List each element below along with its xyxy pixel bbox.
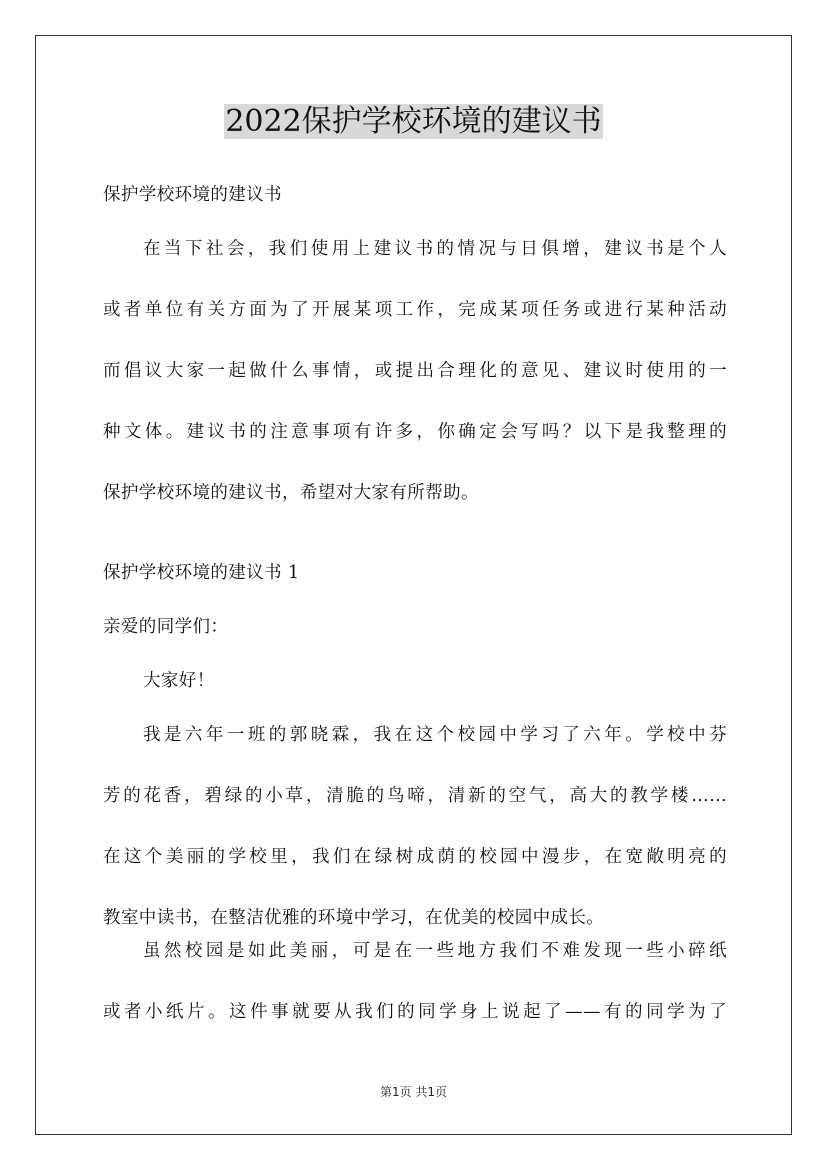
page-number-footer: 第1页 共1页 [379,1085,448,1099]
intro-line-1: 在当下社会，我们使用上建议书的情况与日俱增，建议书是个人 [143,239,727,259]
paragraph-3-line-1: 虽然校园是如此美丽，可是在一些地方我们不难发现一些小碎纸 [143,941,727,961]
intro-line-3: 而倡议大家一起做什么事情，或提出合理化的意见、建议时使用的一 [103,361,727,381]
salutation-text: 亲爱的同学们： [103,617,229,637]
intro-line-4: 种文体。建议书的注意事项有许多，你确定会写吗？以下是我整理的 [103,422,727,442]
subheading-text: 保护学校环境的建议书 [103,185,282,205]
intro-paragraph [103,230,727,512]
paragraph-2-line-1: 我是六年一班的郭晓霖，我在这个校园中学习了六年。学校中芬 [143,725,727,745]
paragraph-2-line-2: 芳的花香，碧绿的小草，清脆的鸟啼，清新的空气，高大的教学楼…… [103,786,727,806]
document-title-text: 2022保护学校环境的建议书 [225,104,602,139]
paragraph-3 [103,932,727,1031]
section-heading-text: 保护学校环境的建议书 1 [103,563,300,583]
intro-line-5: 保护学校环境的建议书，希望对大家有所帮助。 [103,483,479,503]
subheading [103,176,727,214]
paragraph-2-line-4: 教室中读书，在整洁优雅的环境中学习，在优美的校园中成长。 [103,908,605,928]
greeting-text: 大家好！ [143,671,215,691]
paragraph-2-line-3: 在这个美丽的学校里，我们在绿树成荫的校园中漫步，在宽敞明亮的 [103,847,727,867]
greeting [103,662,727,700]
document-title [0,100,827,144]
paragraph-3-line-2: 或者小纸片。这件事就要从我们的同学身上说起了——有的同学为了 [103,1002,727,1022]
section-heading [103,554,727,592]
paragraph-2 [103,716,727,937]
salutation [103,608,727,646]
intro-line-2: 或者单位有关方面为了开展某项工作，完成某项任务或进行某种活动 [103,300,727,320]
